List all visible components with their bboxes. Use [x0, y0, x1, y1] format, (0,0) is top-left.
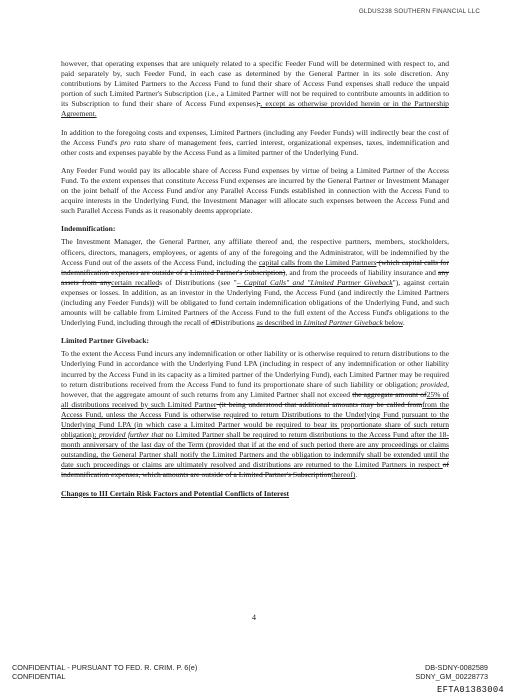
bates-number-db: DB-SDNY-0082589 — [424, 663, 488, 672]
inserted-text: thereof) — [331, 470, 356, 480]
deleted-text: any assets from any — [61, 267, 449, 287]
text-run: In addition to the foregoing costs and expenses, Limited Partners (including any Feeder Funds) will indirectly bear the cost of the Access Fund's — [61, 127, 449, 147]
document-header: GLDUS238 SOUTHERN FINANCIAL LLC — [358, 8, 480, 15]
inserted-text: from the Access Fund, unless the Access Fund is otherwise required to return Distributions to the Underlying Fund pursuant to the Underlying Fund LPA (in which case a Limited Partner would be required to bear its proportionate share of such return obligation); — [61, 399, 450, 440]
inserted-text: – Capital Calls" and "Limited Partner Giveback — [236, 277, 393, 287]
bates-number-sdny: SDNY_GM_00228773 — [415, 672, 488, 681]
footer-right — [415, 663, 488, 681]
inserted-text: as described in — [256, 318, 304, 328]
footer-confidential-line: CONFIDENTIAL - PURSUANT TO FED. R. CRIM. P. 6(e) — [12, 663, 198, 672]
text-run: The Investment Manager, the General Partner, any affiliate thereof and, the respective partners, members, stockholders, officers, directors, managers, employees, or agents of any of the foregoing and the Administrator, will be indemnified by the Access Fund out of the assets of the Access Fund, including the — [61, 237, 449, 267]
text-run: share of management fees, carried interest, organizational expenses, taxes, indemnification and other costs and expenses payable by the Access Fund as a limited partner of the Underlying Fund. — [61, 137, 450, 157]
heading-indemnification: Indemnification: — [61, 224, 116, 234]
inserted-text: certain recalled — [111, 277, 160, 287]
text-run: "), against certain expenses or losses. In addition, as an investor in the Underlying Fund, the Access Fund (and indirectly the Limited Partners (including any Feeder Funds)) will be obligated to fund certain indemnification obligations of the Underlying Fund, and such amounts will be callable from Limited Partners of the Access Fund to the full extent of the Access Fund's obligations to the Underlying Fund, including through the recall of — [61, 277, 449, 328]
inserted-text: provided further that — [98, 430, 164, 440]
text-run: , however, that the aggregate amount of such returns from any Limited Partner shall not exceed — [61, 379, 449, 399]
footer-left — [12, 663, 197, 681]
paragraph-pro-rata-costs — [61, 128, 449, 158]
inserted-text: below — [382, 318, 403, 328]
text-run: To the extent the Access Fund incurs any indemnification or other liability or is otherwise required to return distributions to the Underlying Fund in accordance with the Underlying Fund LPA (including in respect of any indemnification or other liability incurred by the Access Fund in its capacity as a limited partner of the Underlying Fund), each Limited Partner may be required to return distributions received from the Access Fund to fund its proportionate share of such liability or obligation; — [61, 349, 449, 389]
deleted-text: of indemnification expenses, which amounts are outside of a Limited Partner's Subscription — [61, 460, 449, 480]
text-run: provided — [420, 379, 448, 389]
page-number: 4 — [252, 613, 256, 622]
text-run: , and from the proceeds of liability insurance and — [285, 267, 439, 277]
inserted-text: capital calls from the Limited Partners — [258, 257, 377, 267]
inserted-text: Limited Partner Giveback — [303, 318, 383, 328]
deleted-text: the aggregate amount of — [352, 389, 427, 399]
inserted-text: 25% of all distributions received by such Limited Partner — [61, 389, 449, 409]
text-run: s of Distributions (see " — [159, 277, 237, 287]
text-run: Distributions — [214, 318, 257, 328]
inserted-text: , except as otherwise provided herein or in the Partnership Agreement. — [61, 99, 449, 119]
deleted-text: . — [258, 99, 261, 109]
paragraph-indemnification — [61, 237, 449, 328]
efta-number: EFTA01383004 — [437, 685, 504, 695]
footer-confidential-label: CONFIDENTIAL — [12, 672, 66, 681]
heading-limited-partner-giveback: Limited Partner Giveback: — [61, 336, 150, 346]
text-run: . — [402, 318, 405, 328]
text-run: . — [355, 470, 358, 480]
document-body — [61, 59, 449, 502]
heading-changes-risk-factors: Changes to III Certain Risk Factors and Potential Conflicts of Interest — [61, 488, 290, 498]
deleted-text: (it being understood that additional amounts may be called from — [216, 399, 423, 409]
deleted-text: (which capital calls for indemnification expenses are outside of a Limited Partner's Subscription) — [61, 257, 449, 277]
text-run: however, that operating expenses that are uniquely related to a specific Feeder Fund will be determined with respect to, and paid separately by, such Feeder Fund, in each case as determined by the General Partner in its sole discretion. Any contributions by Limited Partners to the Access Fund to fund their share of Access Fund expenses shall reduce the unpaid portion of such Limited Partner's Subscription (i.e., a Limited Partner will not be required to contribute amounts in addition to its Subscription to fund their share of Access Fund expenses) — [61, 59, 449, 109]
text-run: pro rata — [120, 137, 147, 147]
paragraph-giveback — [61, 349, 449, 480]
paragraph-expense-contributions — [61, 59, 449, 120]
inserted-text: no Limited Partner shall be required to return distributions to the Access Fund after the 18-month anniversary of the last day of the Term (provided that if at the end of such period there are any proceedings or claims outstanding, the General Partner shall notify the Limited Partners and the obligation to indemnify shall be extended until the date such proceedings or claims are ultimately resolved and distributions are returned to the Limited Partners in respect — [61, 430, 450, 470]
paragraph-feeder-fund-expenses: Any Feeder Fund would pay its allocable share of Access Fund expenses by virtue of being a Limited Partner of the Access Fund. To the extent expenses that constitute Access Fund expenses are incurred by the General Partner or Investment Manager on the joint behalf of the Access Fund and/or any Parallel Access Funds established in connection with the Access Fund to acquire interests in the Underlying Fund, the Investment Manager will allocate such expenses between the Access Fund and such Parallel Access Funds as it reasonably deems appropriate. — [61, 165, 449, 216]
deleted-text: d — [211, 318, 215, 328]
